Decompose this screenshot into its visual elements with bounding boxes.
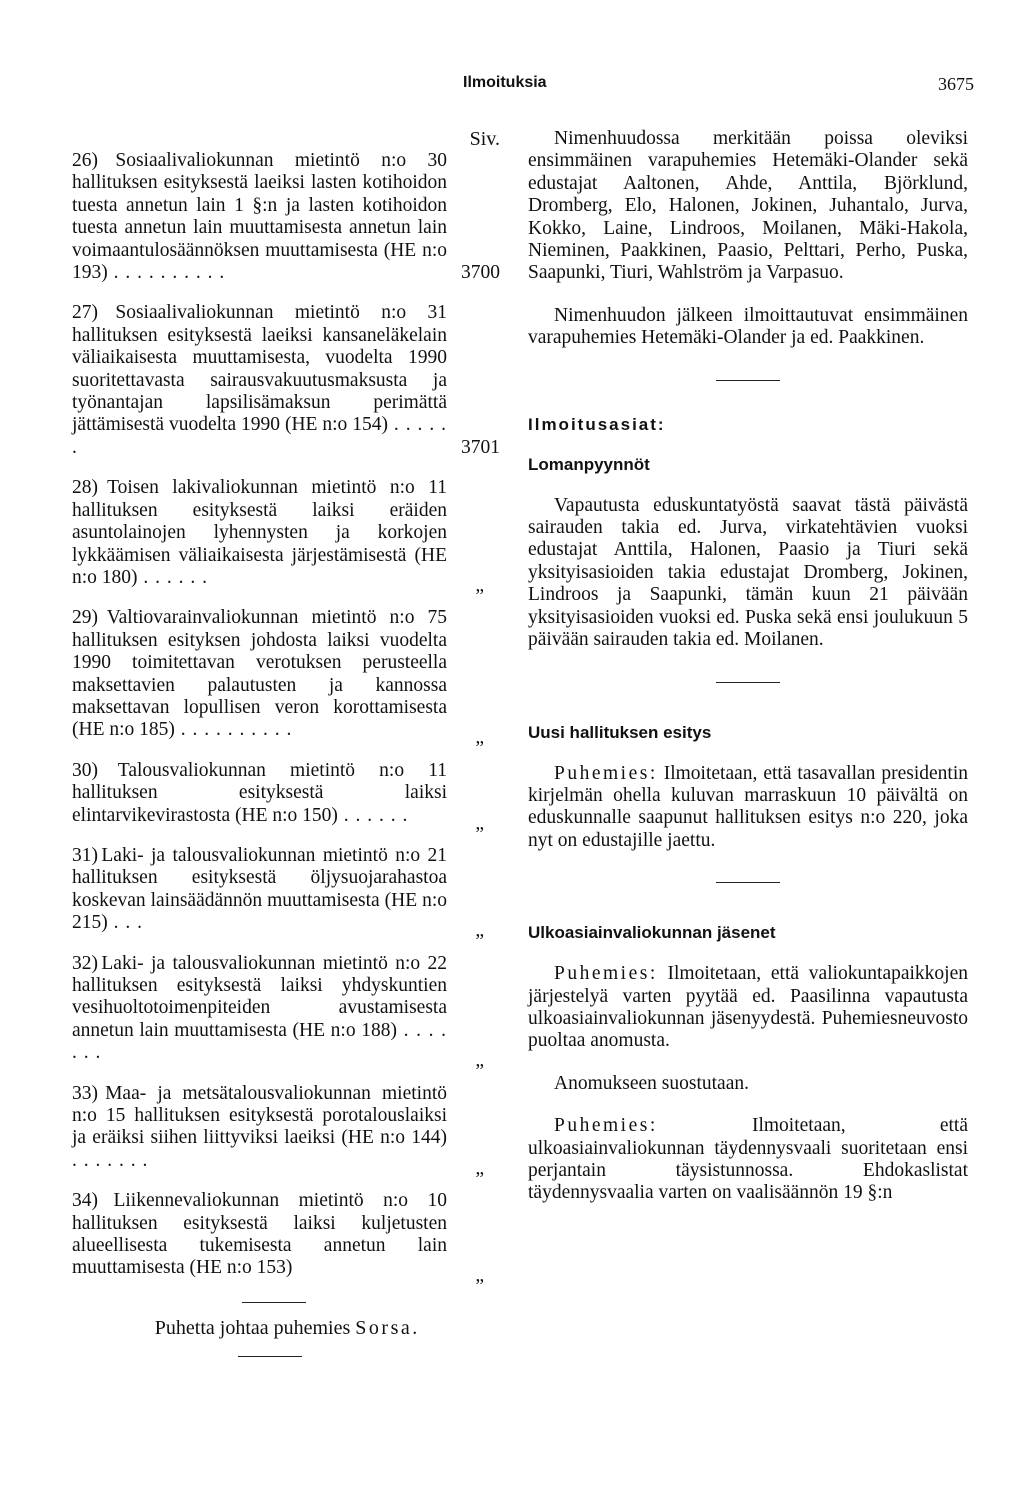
approval-paragraph: Anomukseen suostutaan. (554, 1072, 749, 1094)
entry-text: Toisen lakivaliokunnan mietintö n:o 11 hallituksen esityksestä laiksi eräiden asuntolainojen lyhennysten ja korkojen lykkäämisen väliaikaisesta järjestämisestä (HE n:o 180) (72, 477, 447, 588)
agenda-entry-28 (72, 477, 500, 596)
after-roll-call-paragraph: Nimenhuudon jälkeen ilmoittautuvat ensimmäinen varapuhemies Hetemäki-Olander ja ed. Paakkinen. (528, 304, 968, 349)
divider (238, 1356, 302, 1357)
entry-text: Sosiaalivaliokunnan mietintö n:o 31 hallituksen esityksestä laeiksi kansaneläkelain väliaikaisesta muuttamisesta, vuodelta 1990 suoritettavasta sairausvakuutusmaksusta ja työnantajan lapsilisämaksun perimättä jättämisestä vuodelta 1990 (HE n:o 154) (72, 302, 447, 436)
entry-page: 3701 (461, 436, 500, 458)
entry-text: Maa- ja metsätalousvaliokunnan mietintö n:o 15 hallituksen esityksestä porotalouslaiksi ja eräiksi siihen liittyviksi laeiksi (HE n:o 144) (72, 1082, 448, 1149)
speaker-prefix: Puhetta johtaa puhemies (154, 1316, 356, 1339)
right-column (528, 128, 968, 1205)
entry-page: „ (475, 574, 484, 596)
entry-number: 26) (72, 150, 98, 171)
committee-heading: Ulkoasiainvaliokunnan jäsenet (528, 923, 776, 943)
agenda-entry-31 (72, 844, 500, 942)
agenda-entry-32 (72, 952, 500, 1072)
committee-text-2: Ilmoitetaan, että ulkoasiainvaliokunnan täydennysvaali suoritetaan ensi perjantain täysistunnossa. Ehdokaslistat täydennysvaalia varten on vaalisäännön 19 §:n (528, 1115, 968, 1204)
agenda-entry-27 (72, 302, 500, 459)
dot-leader: . . . . . . (337, 804, 409, 826)
divider (716, 682, 780, 683)
speaker-name: Sorsa (355, 1316, 413, 1339)
entry-page: „ (475, 920, 484, 942)
roll-call-paragraph: Nimenhuudossa merkitään poissa oleviksi ensimmäinen varapuhemies Hetemäki-Olander sekä edustajat Aaltonen, Ahde, Anttila, Björklund, Dromberg, Elo, Halonen, Jokinen, Juhantalo, Jurva, Kokko, Laine, Lindroos, Moilanen, Mäki-Hakola, Nieminen, Paakkinen, Paasio, Pelttari, Perho, Puska, Saapunki, Tiuri, Wahlström ja Varpasuo. (528, 128, 968, 284)
committee-paragraph-2 (528, 1115, 968, 1205)
divider (716, 380, 780, 381)
dot-leader: . . . . . . . . . . (107, 262, 226, 284)
entry-number: 29) (72, 607, 98, 629)
dot-leader: . . . . . . . . . . (174, 719, 293, 741)
agenda-entry-26 (72, 150, 500, 284)
entry-text: Talousvaliokunnan mietintö n:o 11 hallituksen esityksestä laiksi elintarvikevirastosta (HE n:o 150) (72, 759, 448, 826)
speaker-label: Puhemies: (554, 1115, 658, 1137)
entry-number: 30) (72, 759, 98, 781)
dot-leader: . . . . . . . (72, 1149, 149, 1171)
entry-text: Laki- ja talousvaliokunnan mietintö n:o 22 hallituksen esityksestä laiksi yhdyskuntien vesihuoltotoimenpiteiden avustamisesta annetun lain muuttamisesta (HE n:o 188) (72, 952, 448, 1041)
bill-paragraph (528, 763, 968, 853)
entry-page: „ (475, 1157, 484, 1179)
page-number: 3675 (938, 74, 974, 94)
speaker-label: Puhemies: (554, 963, 658, 985)
speaker-label: Puhemies: (554, 762, 658, 784)
entry-text: Laki- ja talousvaliokunnan mietintö n:o 21 hallituksen esityksestä öljysuojarahastoa koskevan lainsäädännön muuttamisesta (HE n:o 215) (72, 844, 448, 934)
entry-number: 28) (72, 477, 98, 499)
dot-leader: . . . . . . (137, 566, 209, 588)
running-head: Ilmoituksia (463, 74, 547, 91)
entry-page: „ (475, 1050, 484, 1072)
siv-label: Siv. (469, 128, 500, 150)
committee-text-1: Ilmoitetaan, että valiokuntapaikkojen järjestelyä varten pyytää ed. Paasilinna vapautusta ulkoasiainvaliokunnan jäsenyydestä. Puhemiesneuvosto puoltaa anomusta. (528, 963, 968, 1052)
section-heading: Ilmoitusasiat: (528, 414, 666, 434)
agenda-entry-29 (72, 607, 500, 749)
dot-leader: . . . . . . (72, 414, 447, 458)
entry-number: 34) (72, 1190, 98, 1212)
entry-page: „ (475, 727, 484, 749)
entry-number: 32) (72, 952, 98, 974)
speaker-suffix: . (412, 1316, 418, 1339)
entry-number: 31) (72, 844, 98, 866)
divider (242, 1302, 306, 1303)
entry-page: „ (475, 812, 484, 834)
entry-page: „ (475, 1265, 484, 1287)
agenda-entry-33 (72, 1082, 500, 1179)
bill-text: Ilmoitetaan, että tasavallan presidentin kirjelmän ohella kuluvan marraskuun 10 päivältä on eduskunnalle saapunut hallituksen esitys n:o 220, joka nyt on edustajille jaettu. (528, 762, 968, 851)
entry-number: 33) (72, 1082, 98, 1104)
agenda-entry-34 (72, 1190, 500, 1287)
leave-paragraph: Vapautusta eduskuntatyöstä saavat tästä päivästä sairauden takia ed. Jurva, virkatehtävien vuoksi edustajat Anttila, Halonen, Paasio ja Tiuri sekä yksityisasioiden takia edustajat Dromberg, Jokinen, Lindroos ja Saapunki, tämän kuun 21 päivään yksityisasioiden vuoksi ed. Puska sekä ensi joulukuun 5 päivään sairauden takia ed. Moilanen. (528, 494, 968, 651)
committee-paragraph-1 (528, 963, 968, 1053)
bill-heading: Uusi hallituksen esitys (528, 722, 712, 742)
left-column (72, 128, 500, 1357)
dot-leader: . . . (107, 912, 143, 934)
entry-text: Sosiaalivaliokunnan mietintö n:o 30 hallituksen esityksestä laeiksi lasten kotihoidon tuesta annetun lain 1 §:n ja lasten kotihoidon tuesta annetun lain muuttamisesta annetun lain voimaantulosäännöksen muuttamisesta (HE n:o 193) (72, 150, 447, 284)
entry-page: 3700 (461, 262, 500, 284)
entry-number: 27) (72, 302, 98, 324)
entry-text: Valtiovarainvaliokunnan mietintö n:o 75 hallituksen esityksen johdosta laiksi vuodelta 1990 toimitettavan verotuksen perusteella maksettavien palautusten ja kannossa maksettavan lopullisen veron korottamisesta (HE n:o 185) (72, 607, 448, 741)
divider (716, 882, 780, 883)
leave-heading: Lomanpyynnöt (528, 454, 650, 474)
speaker-line (72, 1317, 500, 1340)
entry-text: Liikennevaliokunnan mietintö n:o 10 hallituksen esityksestä laiksi kuljetusten alueellisesta tukemisesta annetun lain muuttamisesta (HE n:o 153) (72, 1190, 447, 1279)
agenda-entry-30 (72, 759, 500, 834)
dot-leader: . . . . . . . (72, 1019, 448, 1064)
